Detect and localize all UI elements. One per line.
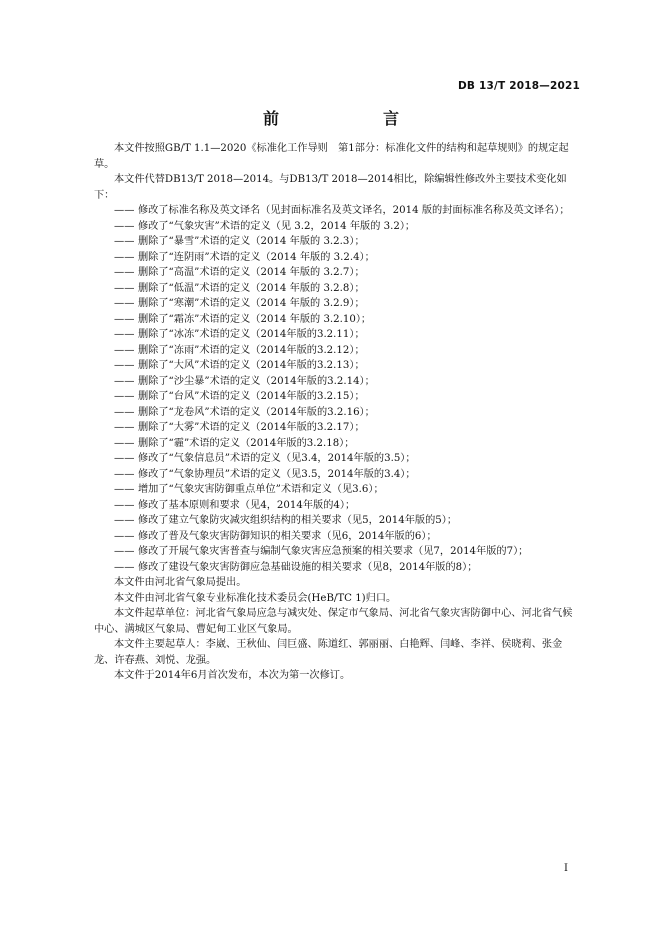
dash-marker: —— bbox=[114, 499, 135, 511]
change-item bbox=[94, 219, 582, 235]
change-item bbox=[94, 234, 582, 250]
change-text: 删除了“高温”术语的定义（2014 年版的 3.2.7）； bbox=[138, 267, 365, 278]
dash-marker: —— bbox=[114, 375, 135, 387]
change-text: 修改了“气象灾害”术语的定义（见 3.2，2014 年版的 3.2）； bbox=[138, 220, 416, 232]
change-text: 删除了“连阴雨”术语的定义（2014 年版的 3.2.4）； bbox=[138, 251, 375, 263]
change-item bbox=[94, 343, 582, 359]
change-text: 删除了“龙卷风”术语的定义（2014年版的3.2.16）； bbox=[138, 406, 375, 418]
dash-marker: —— bbox=[114, 298, 135, 309]
change-item bbox=[94, 467, 582, 483]
dash-marker: —— bbox=[114, 422, 135, 433]
change-text: 删除了“寒潮”术语的定义（2014 年版的 3.2.9）； bbox=[138, 298, 365, 309]
change-text: 删除了“大雾”术语的定义（2014年版的3.2.17）； bbox=[138, 422, 365, 433]
dash-marker: —— bbox=[114, 453, 135, 464]
change-text: 修改了开展气象灾害普查与编制气象灾害应急预案的相关要求（见7，2014年版的7）； bbox=[138, 546, 529, 557]
change-text: 修改了标准名称及英文译名（见封面标准名及英文译名，2014 版的封面标准名称及英文译名）； bbox=[138, 205, 570, 216]
intro-paragraph: 本文件代替DB13/T 2018—2014。与DB13/T 2018—2014相比，除编辑性修改外主要技术变化如下： bbox=[94, 174, 567, 201]
change-text: 删除了“冻雨”术语的定义（2014年版的3.2.12）； bbox=[138, 344, 365, 356]
change-item bbox=[94, 436, 582, 452]
dash-marker: —— bbox=[114, 251, 135, 263]
dash-marker: —— bbox=[114, 236, 135, 247]
change-item bbox=[94, 312, 582, 328]
change-text: 删除了“冰冻”术语的定义（2014年版的3.2.11）； bbox=[138, 329, 365, 340]
change-item bbox=[94, 560, 582, 576]
change-item bbox=[94, 498, 582, 514]
change-item bbox=[94, 389, 582, 405]
change-item bbox=[94, 358, 582, 374]
change-list bbox=[94, 203, 582, 575]
change-text: 增加了“气象灾害防御重点单位”术语和定义（见3.6）； bbox=[138, 484, 384, 495]
dash-marker: —— bbox=[114, 468, 135, 480]
closing-paragraph: 本文件由河北省气象局提出。 bbox=[114, 577, 247, 588]
change-text: 修改了“气象协理员”术语的定义（见3.5，2014年版的3.4）； bbox=[138, 468, 416, 480]
change-text: 删除了“暴雪”术语的定义（2014 年版的 3.2.3）； bbox=[138, 236, 365, 247]
standard-code: DB 13/T 2018—2021 bbox=[458, 80, 580, 92]
dash-marker: —— bbox=[114, 530, 135, 542]
dash-marker: —— bbox=[114, 282, 135, 294]
dash-marker: —— bbox=[114, 484, 135, 495]
dash-marker: —— bbox=[114, 437, 135, 449]
dash-marker: —— bbox=[114, 406, 135, 418]
closing-paragraph: 本文件起草单位：河北省气象局应急与减灾处、保定市气象局、河北省气象灾害防御中心、河北省气候中心、满城区气象局、曹妃甸工业区气象局。 bbox=[94, 608, 573, 635]
dash-marker: —— bbox=[114, 561, 135, 573]
change-text: 删除了“台风”术语的定义（2014年版的3.2.15）； bbox=[138, 391, 365, 402]
dash-marker: —— bbox=[114, 360, 135, 371]
change-item bbox=[94, 513, 582, 529]
dash-marker: —— bbox=[114, 515, 135, 526]
change-item bbox=[94, 405, 582, 421]
dash-marker: —— bbox=[114, 329, 135, 340]
closing-paragraph: 本文件主要起草人：李崴、王秋仙、闫巨盛、陈道红、郭丽丽、白艳辉、闫峰、李祥、侯晓莉、张金龙、许春燕、刘悦、龙强。 bbox=[94, 639, 563, 666]
change-text: 修改了建立气象防灾减灾组织结构的相关要求（见5，2014年版的5）； bbox=[138, 515, 458, 526]
change-item bbox=[94, 529, 582, 545]
change-item bbox=[94, 265, 582, 281]
change-text: 修改了普及气象灾害防御知识的相关要求（见6，2014年版的6）； bbox=[138, 530, 437, 542]
change-item bbox=[94, 281, 582, 297]
change-text: 修改了基本原则和要求（见4，2014年版的4）； bbox=[138, 499, 356, 511]
change-item bbox=[94, 296, 582, 312]
closing-paragraph: 本文件由河北省气象专业标准化技术委员会(HeB/TC 1)归口。 bbox=[114, 592, 397, 604]
change-item bbox=[94, 451, 582, 467]
page-title: 前 言 bbox=[262, 109, 423, 128]
change-item bbox=[94, 203, 582, 219]
change-text: 修改了建设气象灾害防御应急基础设施的相关要求（见8，2014年版的8）； bbox=[138, 561, 478, 573]
closing-paragraph: 本文件于2014年6月首次发布，本次为第一次修订。 bbox=[114, 670, 351, 681]
change-item bbox=[94, 374, 582, 390]
dash-marker: —— bbox=[114, 391, 135, 402]
dash-marker: —— bbox=[114, 220, 135, 232]
change-item bbox=[94, 482, 582, 498]
dash-marker: —— bbox=[114, 313, 135, 325]
dash-marker: —— bbox=[114, 205, 135, 216]
change-text: 删除了“沙尘暴”术语的定义（2014年版的3.2.14）； bbox=[138, 375, 375, 387]
change-item bbox=[94, 327, 582, 343]
dash-marker: —— bbox=[114, 546, 135, 557]
change-text: 删除了“霾”术语的定义（2014年版的3.2.18）； bbox=[138, 437, 355, 449]
change-item bbox=[94, 544, 582, 560]
change-item bbox=[94, 250, 582, 266]
dash-marker: —— bbox=[114, 267, 135, 278]
change-text: 删除了“霜冻”术语的定义（2014 年版的 3.2.10）； bbox=[138, 313, 372, 325]
change-text: 删除了“大风”术语的定义（2014年版的3.2.13）； bbox=[138, 360, 365, 371]
change-text: 删除了“低温”术语的定义（2014 年版的 3.2.8）； bbox=[138, 282, 365, 294]
change-text: 修改了“气象信息员”术语的定义（见3.4，2014年版的3.5）； bbox=[138, 453, 416, 464]
dash-marker: —— bbox=[114, 344, 135, 356]
page-number: I bbox=[564, 863, 568, 874]
intro-paragraph: 本文件按照GB/T 1.1—2020《标准化工作导则 第1部分：标准化文件的结构和起草规则》的规定起草。 bbox=[94, 143, 569, 170]
foreword-body bbox=[94, 141, 582, 684]
change-item bbox=[94, 420, 582, 436]
